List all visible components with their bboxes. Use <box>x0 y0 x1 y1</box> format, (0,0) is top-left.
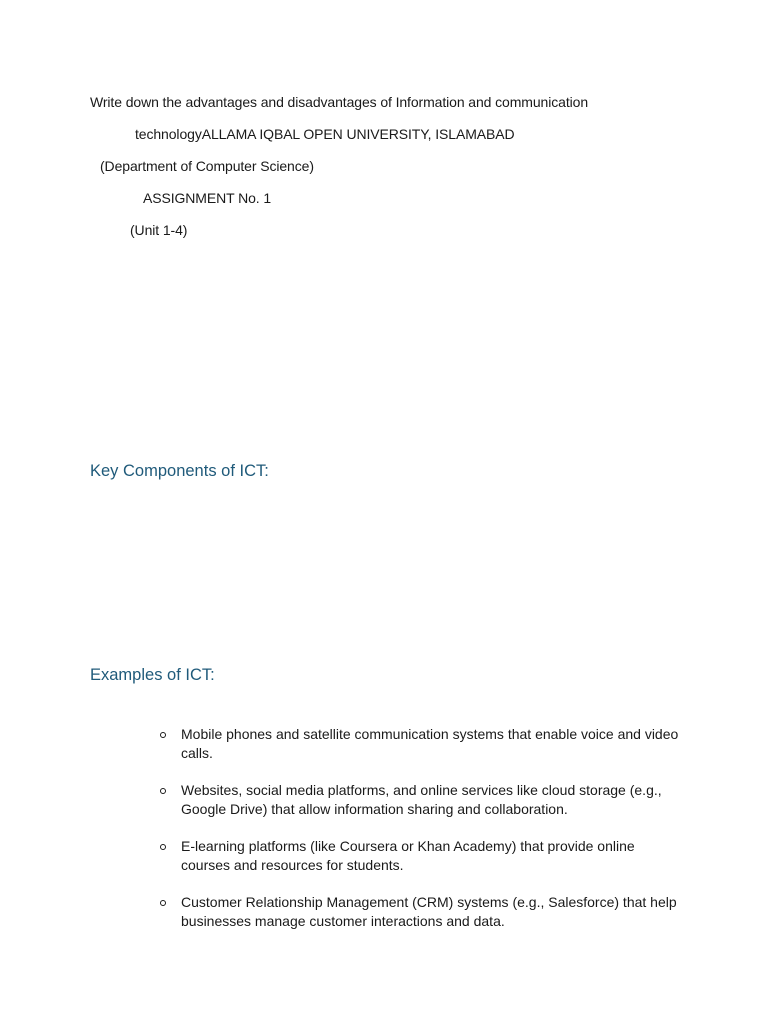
key-components-heading: Key Components of ICT: <box>90 462 269 480</box>
assignment-line: ASSIGNMENT No. 1 <box>143 190 272 206</box>
intro-line: Write down the advantages and disadvantages of Information and communication <box>90 94 589 110</box>
list-item <box>160 837 680 875</box>
list-item <box>160 781 680 819</box>
university-line: technologyALLAMA IQBAL OPEN UNIVERSITY, ISLAMABAD <box>135 126 515 142</box>
department-line: (Department of Computer Science) <box>100 158 314 174</box>
hollow-circle-bullet-icon <box>160 844 166 850</box>
hollow-circle-bullet-icon <box>160 732 166 738</box>
list-item-text: E-learning platforms (like Coursera or Khan Academy) that provide online courses and resources for students. <box>181 838 635 873</box>
examples-list <box>160 725 680 949</box>
list-item <box>160 893 680 931</box>
unit-line: (Unit 1-4) <box>130 222 188 238</box>
hollow-circle-bullet-icon <box>160 900 166 906</box>
hollow-circle-bullet-icon <box>160 788 166 794</box>
list-item <box>160 725 680 763</box>
list-item-text: Customer Relationship Management (CRM) systems (e.g., Salesforce) that help businesses manage customer interactions and data. <box>181 894 677 929</box>
list-item-text: Mobile phones and satellite communication systems that enable voice and video calls. <box>181 726 679 761</box>
list-item-text: Websites, social media platforms, and online services like cloud storage (e.g., Google Drive) that allow information sharing and collaboration. <box>181 782 662 817</box>
examples-heading: Examples of ICT: <box>90 666 215 684</box>
